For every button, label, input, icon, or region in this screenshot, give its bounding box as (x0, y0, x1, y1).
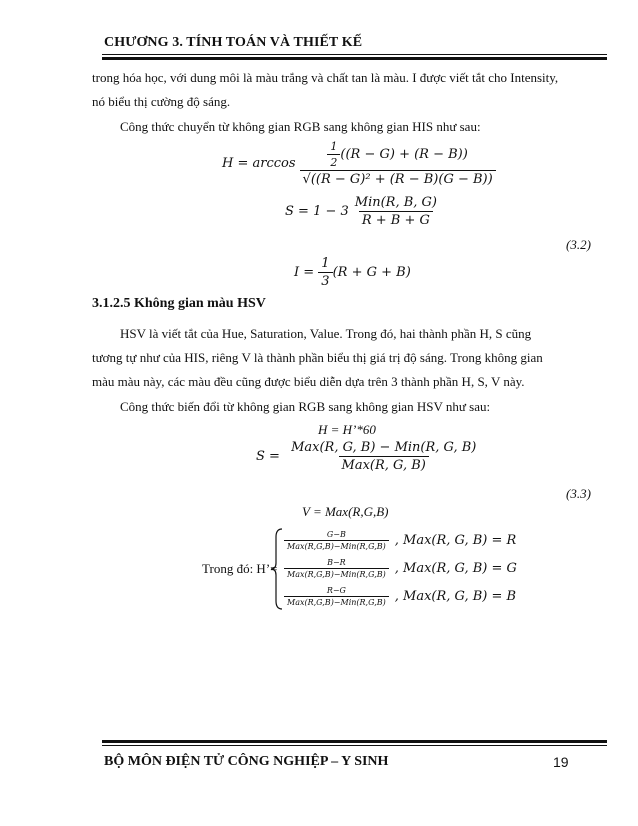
paragraph-4: Công thức biến đổi từ không gian RGB sang không gian HSV như sau: (120, 399, 491, 414)
eq-s-numerator: Min(R, B, G) (354, 195, 438, 210)
equation-hsv-s (256, 440, 479, 473)
eq-h-denominator: √((R − G)² + (R − B)(G − B)) (300, 170, 496, 187)
eq-h-half-num: 1 (330, 140, 338, 153)
eq-s-lhs: S = 1 − 3 (285, 204, 349, 219)
eq-i-rest: (R + G + B) (332, 265, 411, 280)
equation-his-s (285, 195, 440, 228)
equation-his-h (222, 140, 496, 187)
header-rule-thin (102, 54, 607, 55)
case-r-fraction (284, 530, 389, 551)
paragraph-3-line-3: màu màu này, các màu đều cũng được biểu diễn dựa trên 3 thành phần H, S, V này. (92, 374, 525, 389)
eq-h-fraction (300, 140, 496, 187)
paragraph-3-line-2: tương tự như của HIS, riêng V là thành phần biểu thị giá trị độ sáng. Trong không gian (92, 350, 543, 365)
case-row-b (284, 583, 524, 610)
equation-number-3-2: (3.2) (566, 237, 591, 252)
header-rule-thick (102, 57, 607, 60)
eq-hsv-s-fraction (288, 440, 479, 473)
case-g-den: Max(R,G,B)−Min(R,G,B) (284, 568, 389, 579)
case-b-den: Max(R,G,B)−Min(R,G,B) (284, 596, 389, 607)
case-r-condition: , Max(R, G, B) = R (394, 533, 517, 548)
eq-s-denominator: R + B + G (359, 211, 433, 228)
chapter-header: CHƯƠNG 3. TÍNH TOÁN VÀ THIẾT KẾ (104, 35, 363, 50)
page-number: 19 (553, 754, 569, 770)
cases-list (284, 527, 524, 610)
section-heading: 3.1.2.5 Không gian màu HSV (92, 296, 266, 311)
case-g-num: B−R (327, 558, 346, 567)
case-g-condition: , Max(R, G, B) = G (394, 561, 517, 576)
paragraph-3-line-1: HSV là viết tắt của Hue, Saturation, Value. Trong đó, hai thành phần H, S cũng (120, 326, 532, 341)
equation-hsv-h: H = H’*60 (318, 422, 376, 437)
case-r-den: Max(R,G,B)−Min(R,G,B) (284, 540, 389, 551)
eq-hsv-s-numerator: Max(R, G, B) − Min(R, G, B) (291, 440, 477, 455)
case-b-num: R−G (326, 586, 346, 595)
eq-hsv-s-denominator: Max(R, G, B) (339, 456, 429, 473)
where-label: Trong đó: H’= (202, 561, 278, 576)
paragraph-1-line-2: nó biểu thị cường độ sáng. (92, 94, 231, 109)
eq-i-lhs: I = (294, 265, 319, 280)
case-r-num: G−B (326, 530, 346, 539)
case-g-fraction (284, 558, 389, 579)
cases-brace (270, 527, 284, 611)
footer-rule-thick (102, 740, 607, 743)
case-row-g (284, 554, 524, 583)
eq-h-half-den: 2 (327, 154, 340, 169)
footer-department: BỘ MÔN ĐIỆN TỬ CÔNG NGHIỆP – Y SINH (104, 754, 389, 769)
eq-h-half (327, 140, 340, 169)
eq-h-lhs: H = arccos (222, 156, 296, 171)
eq-i-num: 1 (321, 256, 330, 271)
case-b-fraction (284, 586, 389, 607)
eq-i-den: 3 (318, 272, 332, 289)
paragraph-2: Công thức chuyển từ không gian RGB sang không gian HIS như sau: (120, 119, 481, 134)
equation-his-i (294, 256, 411, 289)
equation-hsv-v: V = Max(R,G,B) (302, 504, 389, 519)
equation-number-3-3: (3.3) (566, 486, 591, 501)
eq-s-fraction (352, 195, 440, 228)
eq-h-numerator: ((R − G) + (R − B)) (340, 147, 468, 162)
paragraph-1-line-1: trong hóa học, với dung môi là màu trắng và chất tan là màu. I được viết tắt cho Intensity, (92, 70, 559, 85)
case-b-condition: , Max(R, G, B) = B (394, 589, 517, 604)
eq-i-fraction (318, 256, 332, 289)
eq-hsv-s-lhs: S = (256, 449, 285, 464)
case-row-r (284, 527, 524, 554)
footer-rule-thin (102, 745, 607, 746)
